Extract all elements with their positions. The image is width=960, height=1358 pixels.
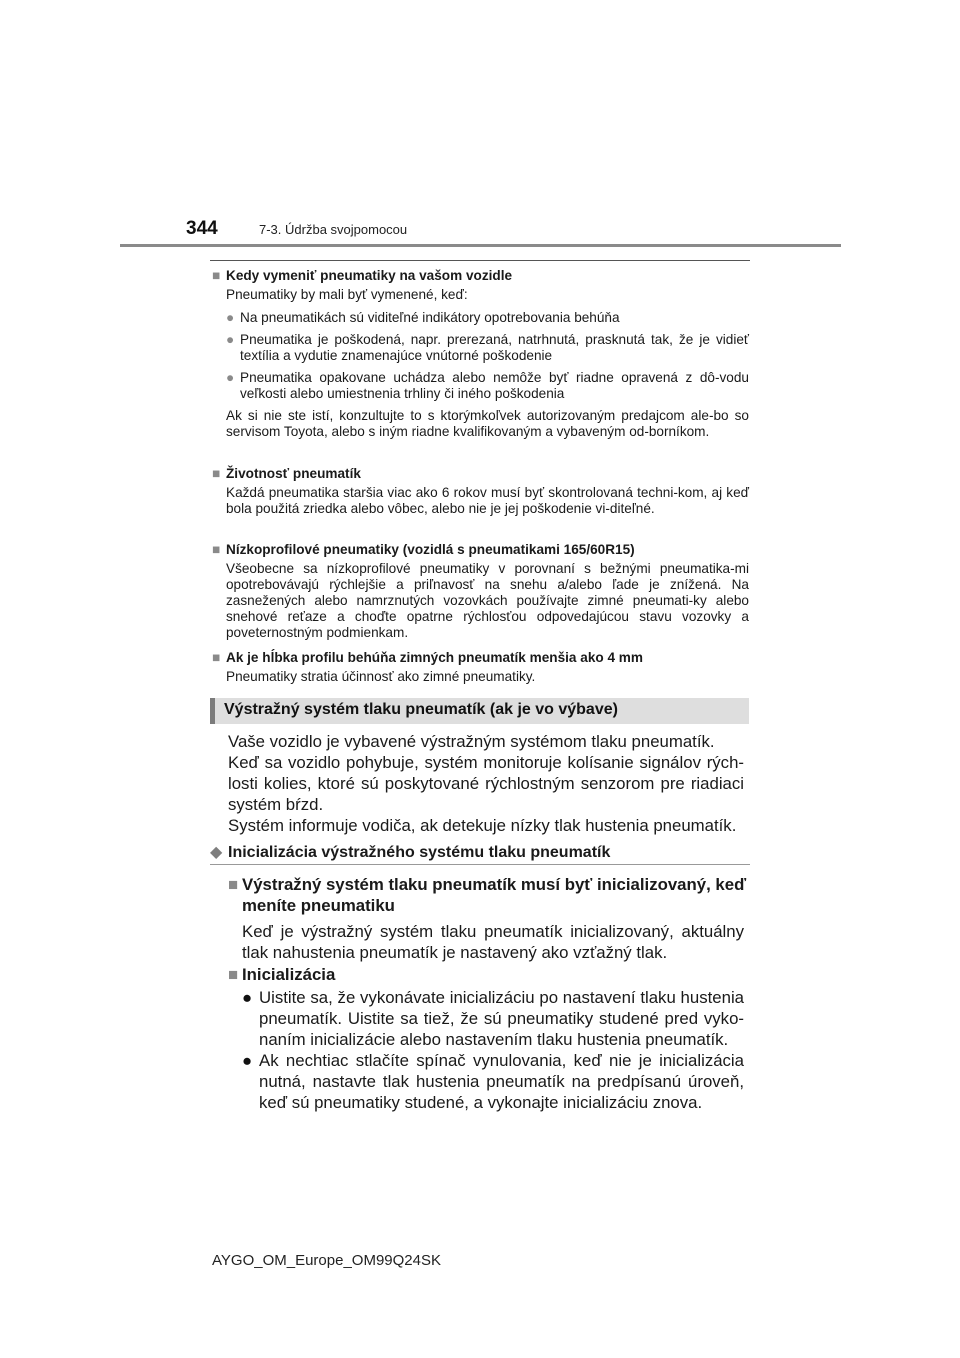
section-winter-tread-depth	[212, 650, 749, 685]
section-heading: ■ Ak je hĺbka profilu behúňa zimných pneumatík menšia ako 4 mm	[212, 650, 643, 665]
subsection-heading: ◆ Inicializácia výstražného systému tlaku pneumatík	[210, 844, 611, 861]
circle-bullet-icon: ●	[226, 310, 235, 325]
circle-bullet-icon: ●	[226, 332, 235, 347]
document-footer: AYGO_OM_Europe_OM99Q24SK	[212, 1252, 441, 1269]
list-item: ● Pneumatika opakovane uchádza alebo nemôže byť riadne opravená z dô-vodu veľkosti alebo umiestnenia trhliny či iného poškodenia	[226, 370, 749, 401]
section-text: Pneumatiky stratia účinnosť ako zimné pneumatiky.	[226, 669, 536, 684]
square-bullet-icon: ■	[228, 965, 239, 984]
square-bullet-icon: ■	[212, 542, 221, 557]
circle-bullet-icon: ●	[242, 988, 253, 1007]
section-title: 7-3. Údržba svojpomocou	[259, 222, 408, 237]
section-tire-lifespan	[212, 466, 749, 517]
body-paragraph: Systém informuje vodiča, ak detekuje nízky tlak hustenia pneumatík.	[228, 816, 737, 835]
section-heading: ■ Životnosť pneumatík	[212, 466, 361, 481]
section-text: Keď je výstražný systém tlaku pneumatík inicializovaný, aktuálny tlak nahustenia pneumatík je nastavený ako vzťažný tlak.	[242, 922, 744, 962]
circle-bullet-icon: ●	[226, 370, 235, 385]
subsection-rule	[210, 864, 750, 865]
section-text: Všeobecne sa nízkoprofilové pneumatiky v porovnaní s bežnými pneumatika-mi opotrebovávajú rýchlejšie a priľnavosť na snehu a/alebo ľade je znížená. Na zasnežených alebo namrznutých vozovkách používajte zimné pneumati-ky alebo snehové reťaze a choďte opatrne rýchlosťou odpovedajúcou stavu vozovky a poveternostným podmienkam.	[226, 561, 749, 640]
diamond-icon: ◆	[210, 844, 223, 861]
square-bullet-icon: ■	[212, 466, 221, 481]
square-bullet-icon: ■	[228, 875, 239, 894]
banner-title: Výstražný systém tlaku pneumatík (ak je vo výbave)	[224, 701, 618, 718]
header-rule	[120, 244, 841, 247]
list-item: ● Uistite sa, že vykonávate inicializáciu po nastavení tlaku hustenia pneumatík. Uistite sa tiež, že sú pneumatiky studené pred vyko-naním inicializácie alebo nastavením tlaku hustenia pneumatík.	[242, 988, 744, 1049]
circle-bullet-icon: ●	[242, 1051, 253, 1070]
square-bullet-icon: ■	[212, 650, 221, 665]
section-tire-replacement	[212, 268, 749, 440]
section-heading: ■ Výstražný systém tlaku pneumatík musí byť inicializovaný, keď meníte pneumatiku	[228, 875, 747, 915]
banner-accent-bar	[210, 698, 215, 724]
body-paragraph: Keď sa vozidlo pohybuje, systém monitoruje kolísanie signálov rých-losti kolies, ktoré sú poskytované rýchlostným senzorom pre riadiaci systém bŕzd.	[228, 753, 744, 814]
section-banner	[210, 698, 749, 724]
section-text: Každá pneumatika staršia viac ako 6 rokov musí byť skontrolovaná techni-kom, aj keď bola použitá zriedka alebo vôbec, alebo nie je jej poškodenie vi-diteľné.	[226, 485, 749, 516]
section-low-profile-tires	[212, 542, 749, 641]
content-rule	[210, 260, 750, 261]
list-item: ● Pneumatika je poškodená, napr. prerezaná, natrhnutá, prasknutá tak, že je vidieť textília a vydutie znamenajúce vnútorné poškodenie	[226, 332, 749, 363]
list-item: ● Na pneumatikách sú viditeľné indikátory opotrebovania behúňa	[226, 310, 620, 325]
section-outro: Ak si nie ste istí, konzultujte to s ktorýmkoľvek autorizovaným predajcom ale-bo so servisom Toyota, alebo s iným riadne kvalifikovaným a vybaveným od-borníkom.	[226, 408, 749, 439]
section-heading: ■ Kedy vymeniť pneumatiky na vašom vozidle	[212, 268, 513, 283]
square-bullet-icon: ■	[212, 268, 221, 283]
page-number: 344	[186, 218, 218, 239]
section-heading: ■ Inicializácia	[228, 965, 336, 984]
body-paragraph: Vaše vozidlo je vybavené výstražným systémom tlaku pneumatík.	[228, 732, 715, 751]
section-intro: Pneumatiky by mali byť vymenené, keď:	[226, 287, 468, 302]
section-heading: ■ Nízkoprofilové pneumatiky (vozidlá s pneumatikami 165/60R15)	[212, 542, 635, 557]
list-item: ● Ak nechtiac stlačíte spínač vynulovania, keď nie je inicializácia nutná, nastavte tlak hustenia pneumatík na predpísanú úroveň, keď sú pneumatiky studené, a vykonajte inicializáciu znova.	[242, 1051, 744, 1112]
